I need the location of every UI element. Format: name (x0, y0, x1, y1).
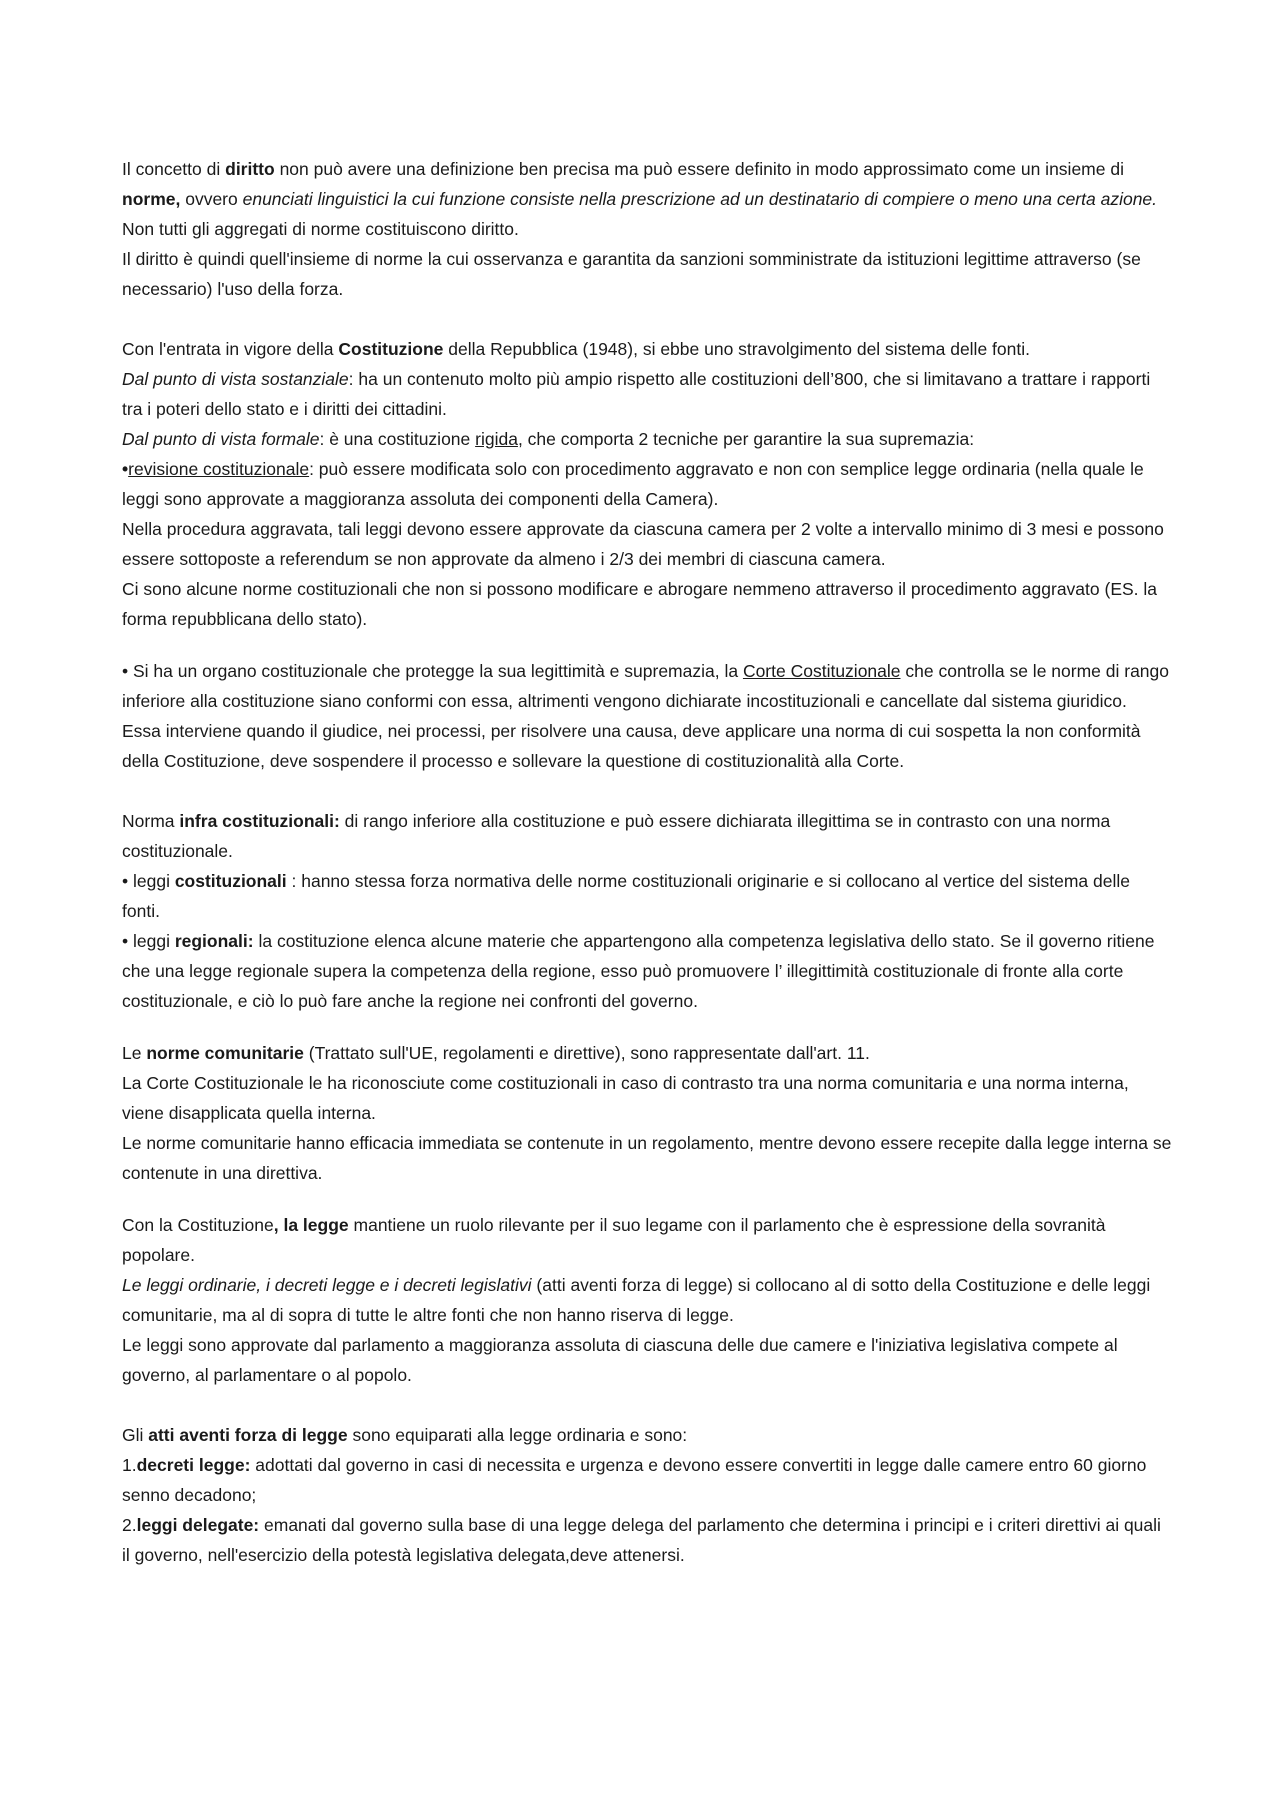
bold-text: infra costituzionali: (179, 811, 340, 831)
text-section (122, 1038, 1172, 1188)
italic-text: Dal punto di vista formale (122, 429, 320, 449)
italic-text: enunciati linguistici la cui funzione consiste nella prescrizione ad un destinatario di compiere o meno una certa azione. (242, 189, 1158, 209)
paragraph-gap (122, 304, 1172, 334)
text-run: • leggi (122, 871, 175, 891)
text-run: • leggi (122, 931, 175, 951)
underlined-text: Corte Costituzionale (742, 661, 901, 681)
paragraph (122, 1270, 1172, 1330)
text-run: Essa interviene quando il giudice, nei processi, per risolvere una causa, deve applicare una norma di cui sospetta la non conformità della Costituzione, deve sospendere il processo e sollevare la questione di costituzionalità alla Corte. (122, 721, 1141, 771)
italic-text: Le leggi ordinarie, i decreti legge e i decreti legislativi (122, 1275, 532, 1295)
paragraph (122, 926, 1172, 1016)
underlined-text: rigida (475, 429, 518, 449)
text-run: La Corte Costituzionale le ha riconosciute come costituzionali in caso di contrasto tra una norma comunitaria e una norma interna, viene disapplicata quella interna. (122, 1073, 1129, 1123)
paragraph-gap (122, 776, 1172, 806)
text-run: che controlla se le norme di rango inferiore alla costituzione siano conformi con essa, altrimenti vengono dichiarate incostituzionali e cancellate dal sistema giuridico. (122, 661, 1169, 711)
text-run: Con l'entrata in vigore della (122, 339, 339, 359)
paragraph (122, 1038, 1172, 1068)
bold-text: , la legge (273, 1215, 349, 1235)
bold-text: regionali: (174, 931, 254, 951)
text-run: • Si ha un organo costituzionale che protegge la sua legittimità e supremazia, la (122, 661, 743, 681)
bold-text: costituzionali (174, 871, 287, 891)
text-run: della Repubblica (1948), si ebbe uno stravolgimento del sistema delle fonti. (443, 339, 1030, 359)
document-body (122, 154, 1172, 1570)
text-run: mantiene un ruolo rilevante per il suo legame con il parlamento che è espressione della sovranità popolare. (122, 1215, 1106, 1265)
paragraph-gap (122, 1188, 1172, 1210)
text-run: 1. (122, 1455, 137, 1475)
text-section (122, 656, 1172, 776)
paragraph (122, 574, 1172, 634)
text-run: Il diritto è quindi quell'insieme di norme la cui osservanza e garantita da sanzioni somministrate da istituzioni legittime attraverso (se necessario) l'uso della forza. (122, 249, 1141, 299)
text-run: sono equiparati alla legge ordinaria e sono: (347, 1425, 688, 1445)
paragraph (122, 866, 1172, 926)
bold-text: decreti legge: (136, 1455, 251, 1475)
text-run: 2. (122, 1515, 137, 1535)
text-run: : può essere modificata solo con procedimento aggravato e non con semplice legge ordinaria (nella quale le leggi sono approvate a maggioranza assoluta dei componenti della Camera). (122, 459, 1144, 509)
text-section (122, 334, 1172, 634)
bold-text: • (122, 459, 129, 479)
text-run: Le leggi sono approvate dal parlamento a maggioranza assoluta di ciascuna delle due camere e l'iniziativa legislativa compete al governo, al parlamentare o al popolo. (122, 1335, 1118, 1385)
text-run: emanati dal governo sulla base di una legge delega del parlamento che determina i principi e i criteri direttivi ai quali il governo, nell'esercizio della potestà legislativa delegata,deve attenersi. (122, 1515, 1161, 1565)
text-run: adottati dal governo in casi di necessita e urgenza e devono essere convertiti in legge dalle camere entro 60 giorno senno decadono; (122, 1455, 1147, 1505)
text-run: (Trattato sull'UE, regolamenti e direttive), sono rappresentate dall'art. 11. (303, 1043, 870, 1063)
text-run: Gli (122, 1425, 149, 1445)
text-run: Ci sono alcune norme costituzionali che non si possono modificare e abrogare nemmeno attraverso il procedimento aggravato (ES. la forma repubblicana dello stato). (122, 579, 1158, 629)
text-run: Nella procedura aggravata, tali leggi devono essere approvate da ciascuna camera per 2 volte a intervallo minimo di 3 mesi e possono essere sottoposte a referendum se non approvate da almeno i 2/3 dei membri di ciascuna camera. (122, 519, 1164, 569)
bold-text: norme, (122, 189, 181, 209)
paragraph (122, 1450, 1172, 1510)
text-run: Con la Costituzione (122, 1215, 274, 1235)
text-run: ovvero (180, 189, 243, 209)
paragraph (122, 334, 1172, 364)
paragraph-gap (122, 1390, 1172, 1420)
paragraph (122, 1510, 1172, 1570)
paragraph-gap (122, 634, 1172, 656)
paragraph (122, 364, 1172, 424)
paragraph (122, 424, 1172, 454)
bold-text: norme comunitarie (146, 1043, 304, 1063)
text-run: : è una costituzione (319, 429, 476, 449)
italic-text: Dal punto di vista sostanziale (122, 369, 349, 389)
paragraph (122, 1210, 1172, 1270)
text-section (122, 1420, 1172, 1570)
paragraph (122, 244, 1172, 304)
text-run: Non tutti gli aggregati di norme costituiscono diritto. (122, 219, 519, 239)
paragraph (122, 656, 1172, 716)
text-run: (atti aventi forza di legge) si collocano al di sotto della Costituzione e delle leggi comunitarie, ma al di sopra di tutte le altre fonti che non hanno riserva di legge. (122, 1275, 1151, 1325)
text-run: , che comporta 2 tecniche per garantire la sua supremazia: (517, 429, 975, 449)
paragraph (122, 1420, 1172, 1450)
paragraph (122, 154, 1172, 244)
paragraph (122, 1330, 1172, 1390)
bold-text: leggi delegate: (136, 1515, 260, 1535)
bold-text: Costituzione (338, 339, 444, 359)
text-run: : hanno stessa forza normativa delle norme costituzionali originarie e si collocano al vertice del sistema delle fonti. (122, 871, 1130, 921)
bold-text: diritto (225, 159, 275, 179)
text-run: : ha un contenuto molto più ampio rispetto alle costituzioni dell’800, che si limitavano a trattare i rapporti tra i poteri dello stato e i diritti dei cittadini. (122, 369, 1151, 419)
paragraph (122, 716, 1172, 776)
paragraph-gap (122, 1016, 1172, 1038)
bold-text: atti aventi forza di legge (148, 1425, 348, 1445)
paragraph (122, 1128, 1172, 1188)
text-section (122, 806, 1172, 1016)
underlined-text: revisione costituzionale (128, 459, 310, 479)
text-section (122, 154, 1172, 304)
paragraph (122, 806, 1172, 866)
text-run: la costituzione elenca alcune materie che appartengono alla competenza legislativa dello stato. Se il governo ritiene che una legge regionale supera la competenza della regione, esso può promuovere l’ illegittimità costituzionale di fronte alla corte costituzionale, e ciò lo può fare anche la regione nei confronti del governo. (122, 931, 1155, 1011)
text-run: Norma (122, 811, 180, 831)
text-section (122, 1210, 1172, 1390)
paragraph (122, 454, 1172, 514)
text-run: non può avere una definizione ben precisa ma può essere definito in modo approssimato come un insieme di (274, 159, 1124, 179)
paragraph (122, 514, 1172, 574)
text-run: di rango inferiore alla costituzione e può essere dichiarata illegittima se in contrasto con una norma costituzionale. (122, 811, 1111, 861)
paragraph (122, 1068, 1172, 1128)
text-run: Il concetto di (122, 159, 226, 179)
text-run: Le (122, 1043, 147, 1063)
text-run: Le norme comunitarie hanno efficacia immediata se contenute in un regolamento, mentre devono essere recepite dalla legge interna se contenute in una direttiva. (122, 1133, 1172, 1183)
